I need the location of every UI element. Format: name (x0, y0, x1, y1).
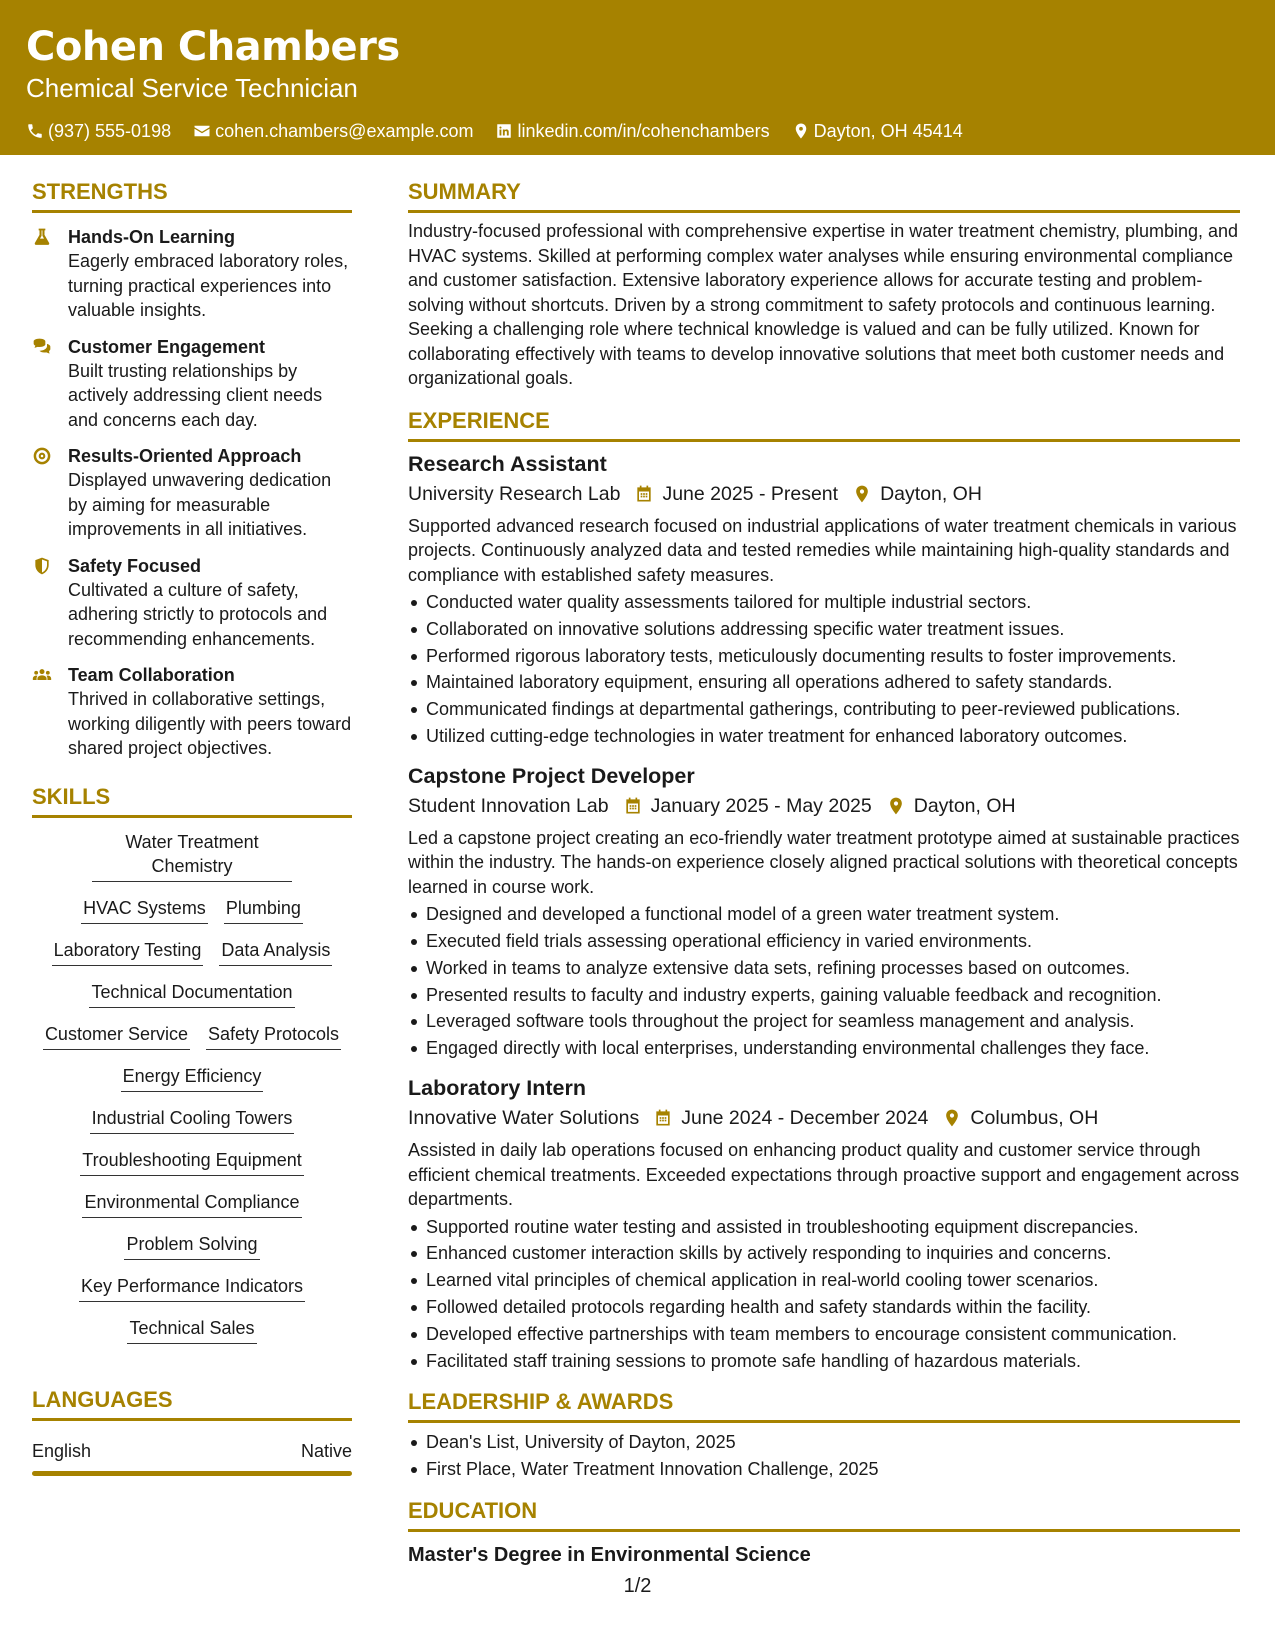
skill-tag: Technical Sales (127, 1316, 256, 1344)
envelope-icon (193, 122, 211, 140)
strength-desc: Built trusting relationships by actively addressing client needs and concerns each day. (68, 360, 323, 430)
award-item: Dean's List, University of Dayton, 2025 (408, 1429, 1240, 1456)
skill-tag: Environmental Compliance (82, 1190, 301, 1218)
bullet-item: Executed field trials assessing operational efficiency in varied environments. (408, 928, 1240, 955)
bullet-item: Communicated findings at departmental gatherings, contributing to peer-reviewed publications. (408, 696, 1240, 723)
bullet-item: Engaged directly with local enterprises, understanding environmental challenges they face. (408, 1035, 1240, 1062)
contact-linkedin[interactable] (495, 120, 769, 142)
job-title: Research Assistant (408, 451, 607, 476)
strength-item (32, 444, 352, 542)
candidate-title: Chemical Service Technician (26, 73, 358, 103)
location-text: Dayton, OH 45414 (813, 121, 963, 141)
job-location: Dayton, OH (913, 794, 1016, 817)
skills-list (32, 830, 352, 1344)
bullet-item: Supported routine water testing and assisted in troubleshooting equipment discrepancies. (408, 1214, 1240, 1241)
bullet-item: Maintained laboratory equipment, ensuring all operations adhered to safety standards. (408, 669, 1240, 696)
contact-bar (26, 120, 1249, 142)
skill-tag: Troubleshooting Equipment (80, 1148, 303, 1176)
award-item: First Place, Water Treatment Innovation Challenge, 2025 (408, 1456, 1240, 1483)
contact-location (792, 120, 963, 142)
job-title: Laboratory Intern (408, 1076, 586, 1101)
languages-heading: LANGUAGES (32, 1386, 352, 1421)
strength-item (32, 335, 352, 433)
location-pin-icon (792, 122, 810, 140)
strength-desc: Thrived in collaborative settings, working diligently with peers toward shared project objectives. (68, 689, 352, 758)
linkedin-text: linkedin.com/in/cohenchambers (517, 121, 770, 141)
job-meta (408, 792, 1240, 820)
job-bullets (408, 589, 1240, 750)
experience-heading: EXPERIENCE (408, 407, 1240, 442)
awards-heading: LEADERSHIP & AWARDS (408, 1388, 1240, 1423)
shield-icon (32, 556, 52, 576)
target-icon (32, 446, 52, 466)
skill-tag: Water Treatment Chemistry (92, 830, 292, 882)
skill-tag: Problem Solving (124, 1232, 259, 1260)
right-column (408, 178, 1240, 1568)
candidate-name: Cohen Chambers (26, 24, 400, 70)
job-org: University Research Lab (408, 482, 621, 505)
job-location: Dayton, OH (880, 482, 982, 505)
skill-tag: Energy Efficiency (121, 1064, 264, 1092)
job-meta (408, 1104, 1240, 1132)
job-description: Led a capstone project creating an eco-friendly water treatment prototype aimed at sustainable practices within the industry. The hands-on experience closely aligned practical solutions with theoretical concepts learned in course work. (408, 827, 1240, 897)
bullet-item: Utilized cutting-edge technologies in water treatment for enhanced laboratory outcomes. (408, 723, 1240, 750)
skill-tag: Safety Protocols (206, 1022, 341, 1050)
strength-title: Results-Oriented Approach (68, 446, 302, 466)
contact-email[interactable] (193, 120, 473, 142)
strength-item (32, 663, 352, 761)
location-pin-icon (942, 1108, 962, 1128)
summary-text: Industry-focused professional with comprehensive expertise in water treatment chemistry, plumbing, and HVAC systems. Skilled at performing complex water analyses while ensuring environmental compliance and customer satisfaction. Extensive laboratory experience allows for accurate testing and problem-solving without shortcuts. Driven by a strong commitment to safety protocols and continuous learning. Seeking a challenging role where technical knowledge is valued and can be fully utilized. Known for collaborating effectively with teams to develop innovative solutions that meet both customer needs and organizational goals. (408, 221, 1239, 388)
skill-tag: Plumbing (224, 896, 303, 924)
skill-tag: Customer Service (43, 1022, 190, 1050)
location-pin-icon (886, 796, 906, 816)
bullet-item: Developed effective partnerships with team members to encourage consistent communication. (408, 1321, 1240, 1348)
bullet-item: Facilitated staff training sessions to promote safe handling of hazardous materials. (408, 1348, 1240, 1375)
skill-tag: HVAC Systems (81, 896, 208, 924)
location-pin-icon (852, 484, 872, 504)
flask-icon (32, 227, 52, 247)
comments-icon (32, 337, 52, 357)
bullet-item: Learned vital principles of chemical application in real-world cooling tower scenarios. (408, 1267, 1240, 1294)
language-level: Native (300, 1440, 352, 1461)
job-dates: June 2025 - Present (662, 482, 839, 505)
calendar-icon (653, 1108, 673, 1128)
users-icon (32, 665, 52, 685)
bullet-item: Designed and developed a functional model of a green water treatment system. (408, 901, 1240, 928)
language-row (32, 1439, 352, 1463)
job-org: Student Innovation Lab (408, 794, 609, 817)
email-text: cohen.chambers@example.com (215, 121, 474, 141)
page-number: 1/2 (623, 1575, 652, 1597)
bullet-item: Conducted water quality assessments tailored for multiple industrial sectors. (408, 589, 1240, 616)
summary-heading: SUMMARY (408, 178, 1240, 213)
bullet-item: Collaborated on innovative solutions addressing specific water treatment issues. (408, 616, 1240, 643)
strength-desc: Cultivated a culture of safety, adhering strictly to protocols and recommending enhancements. (68, 579, 328, 649)
bullet-item: Performed rigorous laboratory tests, meticulously documenting results to foster improvements. (408, 643, 1240, 670)
bullet-item: Worked in teams to analyze extensive data sets, refining processes based on outcomes. (408, 955, 1240, 982)
bullet-item: Leveraged software tools throughout the project for seamless management and analysis. (408, 1008, 1240, 1035)
bullet-item: Presented results to faculty and industry experts, gaining valuable feedback and recognition. (408, 982, 1240, 1009)
phone-icon (26, 122, 44, 140)
skill-tag: Key Performance Indicators (79, 1274, 305, 1302)
skills-heading: SKILLS (32, 783, 352, 818)
strength-title: Hands-On Learning (68, 227, 236, 247)
job-dates: January 2025 - May 2025 (650, 794, 872, 817)
linkedin-icon (495, 122, 513, 140)
job-description: Supported advanced research focused on industrial applications of water treatment chemicals in various projects. Continuously analyzed data and tested remedies while maintaining high-quality standards and compliance with established safety measures. (408, 515, 1237, 585)
resume-header (0, 0, 1275, 155)
degree-title: Master's Degree in Environmental Science (408, 1543, 811, 1566)
strengths-heading: STRENGTHS (32, 178, 352, 213)
bullet-item: Enhanced customer interaction skills by actively responding to inquiries and concerns. (408, 1240, 1240, 1267)
strength-title: Customer Engagement (68, 336, 266, 357)
calendar-icon (623, 796, 643, 816)
language-proficiency-bar (32, 1471, 352, 1476)
job-description: Assisted in daily lab operations focused on enhancing product quality and customer service through efficient chemical treatments. Exceeded expectations through proactive support and engagement across departments. (408, 1140, 1240, 1210)
job-bullets (408, 1214, 1240, 1375)
education-heading: EDUCATION (408, 1497, 1240, 1532)
job-meta (408, 480, 1240, 508)
skill-tag: Industrial Cooling Towers (90, 1106, 295, 1134)
bullet-item: Followed detailed protocols regarding health and safety standards within the facility. (408, 1294, 1240, 1321)
strength-desc: Displayed unwavering dedication by aiming for measurable improvements in all initiatives. (68, 470, 332, 539)
strength-item (32, 225, 352, 323)
strength-desc: Eagerly embraced laboratory roles, turning practical experiences into valuable insights. (68, 251, 349, 320)
strength-item (32, 554, 352, 652)
job-title: Capstone Project Developer (408, 763, 695, 788)
job-entry (408, 1074, 1240, 1374)
skill-tag: Technical Documentation (89, 980, 294, 1008)
job-org: Innovative Water Solutions (408, 1107, 640, 1130)
job-entry (408, 762, 1240, 1062)
language-name: English (32, 1440, 92, 1461)
left-column (32, 178, 352, 1476)
job-location: Columbus, OH (970, 1107, 1099, 1130)
job-entry (408, 450, 1240, 750)
job-bullets (408, 901, 1240, 1062)
awards-list (408, 1429, 1240, 1483)
job-dates: June 2024 - December 2024 (681, 1107, 929, 1130)
calendar-icon (634, 484, 654, 504)
strength-title: Safety Focused (68, 555, 202, 576)
contact-phone[interactable] (26, 120, 171, 142)
strength-title: Team Collaboration (68, 665, 235, 685)
skill-tag: Laboratory Testing (52, 938, 204, 966)
skill-tag: Data Analysis (219, 938, 332, 966)
phone-text: (937) 555-0198 (48, 121, 172, 141)
